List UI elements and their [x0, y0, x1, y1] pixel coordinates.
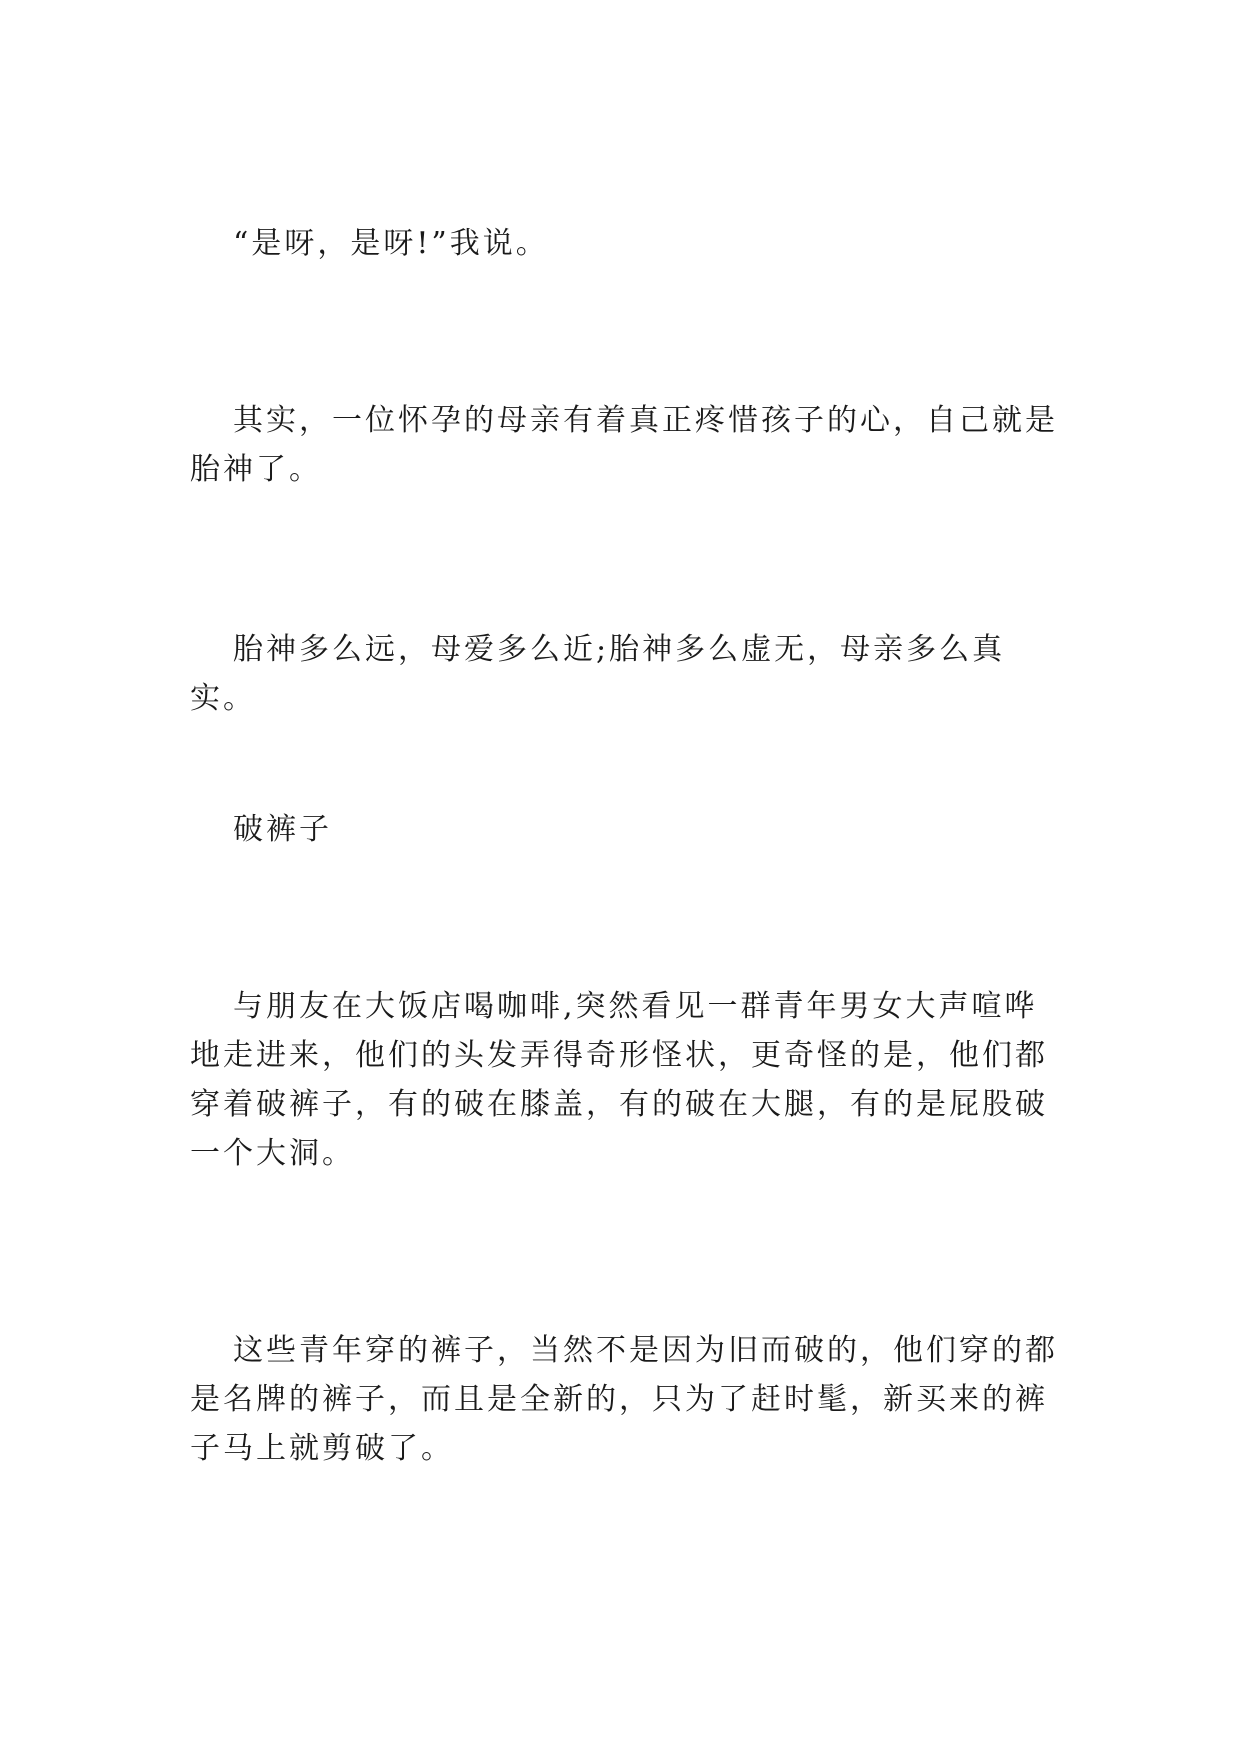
section-heading-torn-pants: 破裤子: [233, 812, 332, 847]
paragraph-mother-love: 胎神多么远，母爱多么近;胎神多么虚无，母亲多么真实。: [190, 632, 1006, 716]
paragraph-mother-heart: 其实，一位怀孕的母亲有着真正疼惜孩子的心，自己就是胎神了。: [190, 403, 1058, 487]
paragraph-cafe-youth: 与朋友在大饭店喝咖啡,突然看见一群青年男女大声喧哗地走进来，他们的头发弄得奇形怪状，更奇怪的是，他们都穿着破裤子，有的破在膝盖，有的破在大腿，有的是屁股破一个大洞。: [190, 989, 1048, 1171]
paragraph-fashion-pants: 这些青年穿的裤子，当然不是因为旧而破的，他们穿的都是名牌的裤子，而且是全新的，只为了赶时髦，新买来的裤子马上就剪破了。: [190, 1333, 1058, 1466]
paragraph-dialogue: “是呀，是呀!”我说。: [233, 226, 549, 261]
